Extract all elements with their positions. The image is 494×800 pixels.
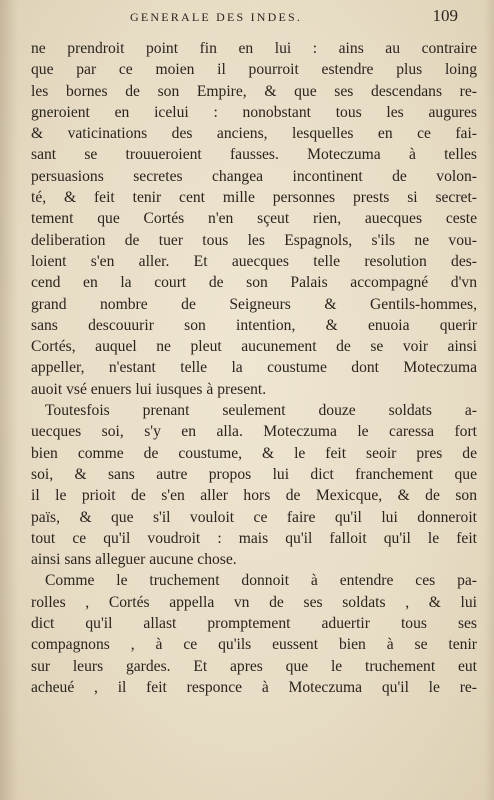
text-line: cend en la court de son Palais accompagné d'vn [31,274,477,292]
text-line: Comme le truchement donnoit à entendre ces pa- [45,572,477,590]
text-line: rolles , Cortés appella vn de ses soldats , & lui [31,593,477,611]
text-line: loient s'en aller. Et auecques telle resolution des- [31,252,477,270]
text-line: persuasions secretes changea incontinent de volon- [31,167,477,185]
text-line: il le prioit de s'en aller hors de Mexicque, & de son [31,487,477,505]
text-line: ne prendroit point fin en lui : ains au contraire [31,40,477,57]
text-line: ainsi sans alleguer aucune chose. [31,551,237,569]
text-line: gneroient en icelui : nonobstant tous les augures [31,103,477,121]
text-line: auoit vsé enuers lui iusques à present. [31,380,267,398]
text-line: tement que Cortés n'en sçeut rien, auecques ceste [31,210,477,228]
text-line: que par ce moien il pourroit estendre plus loing [31,61,477,79]
text-line: Toutesfois prenant seulement douze soldats a- [45,402,477,420]
text-line: té, & feit tenir cent mille personnes prests si secret- [31,189,477,207]
text-line: bien comme de coustume, & le feit seoir pres de [31,444,477,462]
text-line: uecques soi, s'y en alla. Moteczuma le caressa fort [31,423,477,441]
text-line: les bornes de son Empire, & que ses descendans re- [31,82,477,100]
body-text [31,38,477,698]
paragraph [31,400,477,570]
page-gutter-shadow [0,0,18,800]
text-line: acheué , il feit responce à Moteczuma qu'il le re- [31,678,477,696]
text-line: grand nombre de Seigneurs & Gentils-hommes, [31,295,477,313]
page-edge-shadow [484,0,494,800]
running-head: GENERALE DES INDES. [130,10,303,24]
text-line: Cortés, auquel ne pleut aucunement de se voir ainsi [31,338,477,356]
paragraph [31,38,477,400]
page-number: 109 [432,6,458,25]
text-line: païs, & que s'il vouloit ce faire qu'il lui donneroit [31,508,477,526]
text-line: dict qu'il allast promptement aduertir tous ses [31,615,477,633]
text-line: & vaticinations des anciens, lesquelles en ce fai- [31,125,477,143]
paragraph [31,570,477,698]
text-line: soi, & sans autre propos lui dict franchement que [31,465,477,483]
text-line: deliberation de tuer tous les Espagnols, s'ils ne vou- [31,231,477,249]
text-line: appeller, n'estant telle la coustume dont Moteczuma [31,359,477,377]
text-line: tout ce qu'il voudroit : mais qu'il falloit qu'il le feit [31,529,477,547]
text-line: sant se trouueroient fausses. Moteczuma à telles [31,146,477,164]
page-header [40,6,474,28]
text-line: sans descouurir son intention, & enuoia querir [31,316,477,334]
text-line: sur leurs gardes. Et apres que le truchement eut [31,657,477,675]
text-line: compagnons , à ce qu'ils eussent bien à se tenir [31,636,477,654]
